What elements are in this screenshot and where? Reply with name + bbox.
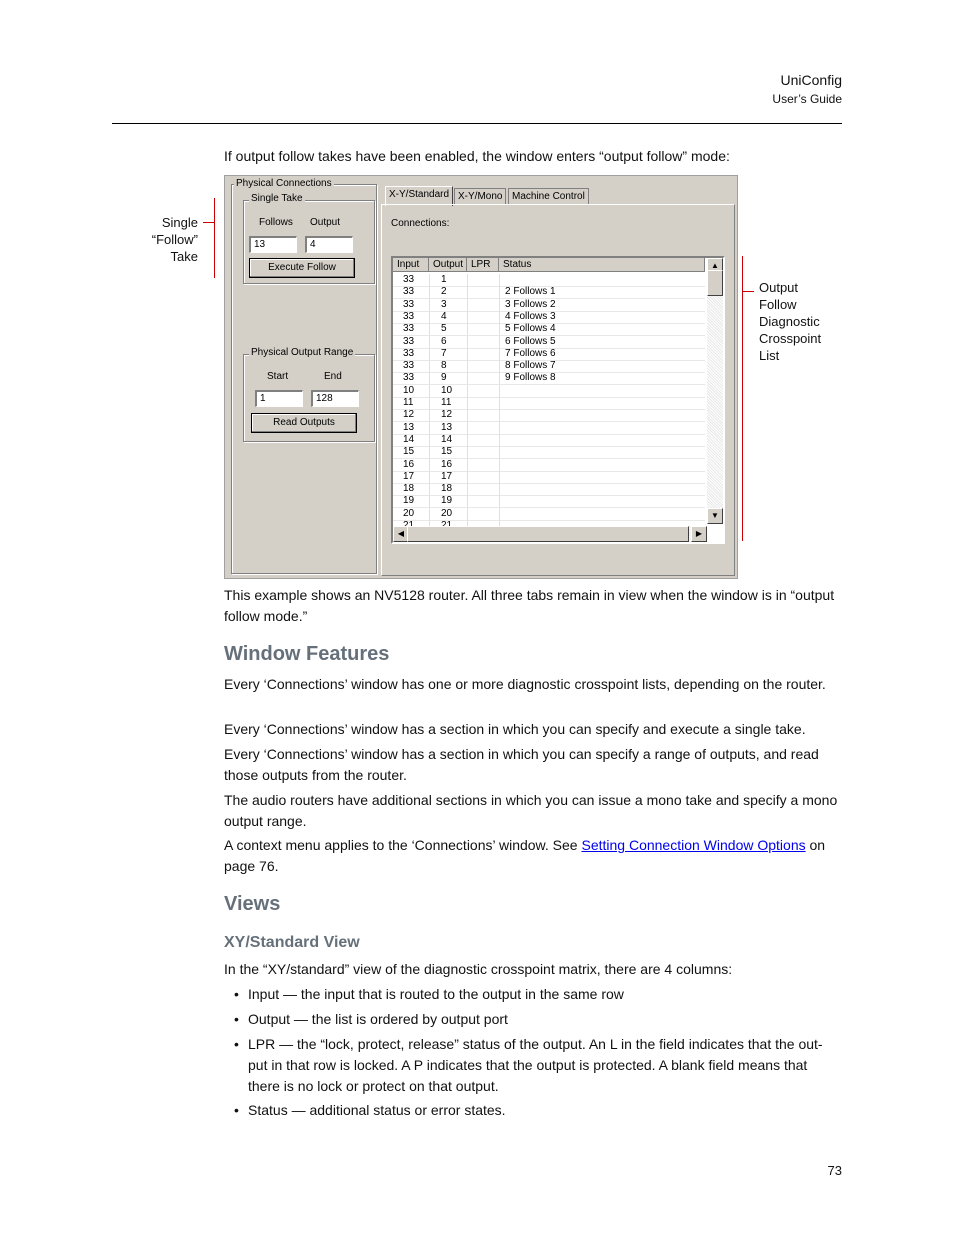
table-row[interactable] xyxy=(393,483,705,496)
page-number: 73 xyxy=(827,1163,842,1178)
cell-input: 16 xyxy=(403,458,415,470)
cell-input: 33 xyxy=(403,286,415,298)
figure-caption: This example shows an NV5128 router. All three tabs remain in view when the window is in “output follow mode.” xyxy=(224,587,835,624)
table-row[interactable] xyxy=(393,336,705,349)
p5-text-before: A context menu applies to the ‘Connections’ window. See xyxy=(224,837,582,853)
cell-output: 19 xyxy=(441,495,453,507)
column-divider xyxy=(499,323,500,335)
column-divider xyxy=(429,422,430,434)
cell-status: 9 Follows 8 xyxy=(505,372,556,384)
right-annotation-line-4: Crosspoint xyxy=(759,331,822,346)
vertical-scrollbar[interactable] xyxy=(707,258,723,524)
cell-output: 11 xyxy=(441,397,452,408)
column-divider xyxy=(499,360,500,372)
table-row[interactable] xyxy=(393,446,705,459)
tab-xy-mono[interactable]: X-Y/Mono xyxy=(454,188,506,205)
table-row[interactable] xyxy=(393,286,705,299)
column-divider xyxy=(499,274,500,286)
column-divider xyxy=(429,336,430,348)
cell-input: 33 xyxy=(403,298,415,310)
cell-input: 33 xyxy=(403,310,415,322)
end-input[interactable]: 128 xyxy=(311,390,359,407)
cell-input: 12 xyxy=(403,409,415,421)
column-divider xyxy=(499,434,500,446)
right-annotation-tick xyxy=(742,291,754,292)
cell-output: 8 xyxy=(441,360,447,372)
table-row[interactable] xyxy=(393,508,705,521)
column-divider xyxy=(499,409,500,421)
bullet-dot: • xyxy=(234,986,239,1002)
right-annotation-line-2: Follow xyxy=(759,297,797,312)
right-annotation-line-1: Output xyxy=(759,280,799,295)
connections-window-screenshot xyxy=(224,175,738,579)
cell-output: 3 xyxy=(441,298,447,310)
column-divider xyxy=(467,446,468,458)
horizontal-scrollbar[interactable] xyxy=(393,526,707,542)
xy-standard-heading: XY/Standard View xyxy=(224,934,360,951)
horizontal-scroll-thumb[interactable] xyxy=(407,526,689,542)
column-divider xyxy=(467,459,468,471)
column-divider xyxy=(429,483,430,495)
table-row[interactable] xyxy=(393,360,705,373)
column-divider xyxy=(467,495,468,507)
features-paragraph-4: The audio routers have additional sections in which you can issue a mono take and specify a mono output range. xyxy=(224,792,838,829)
cell-output: 10 xyxy=(441,384,453,396)
column-divider xyxy=(429,348,430,360)
table-row[interactable] xyxy=(393,422,705,435)
right-annotation-line-3: Diagnostic xyxy=(759,314,820,329)
header-rule xyxy=(112,123,842,124)
cell-input: 18 xyxy=(403,483,415,495)
table-row[interactable] xyxy=(393,495,705,508)
end-label: End xyxy=(324,371,342,382)
column-divider xyxy=(499,459,500,471)
single-take-label: Single Take xyxy=(251,193,303,204)
column-divider xyxy=(499,336,500,348)
features-paragraph-5 xyxy=(224,835,844,877)
column-lpr-header[interactable]: LPR xyxy=(467,258,499,272)
column-divider xyxy=(467,360,468,372)
features-paragraph-2: Every ‘Connections’ window has a section in which you can specify and execute a single take. xyxy=(224,721,806,737)
table-row[interactable] xyxy=(393,311,705,324)
column-divider xyxy=(429,495,430,507)
cell-status: 6 Follows 5 xyxy=(505,335,556,347)
column-divider xyxy=(467,274,468,286)
column-divider xyxy=(429,323,430,335)
header-subtitle: User’s Guide xyxy=(772,92,842,106)
table-row[interactable] xyxy=(393,348,705,361)
p5-text-after: on page 76. xyxy=(224,837,826,874)
column-divider xyxy=(429,459,430,471)
column-divider xyxy=(467,409,468,421)
table-row[interactable] xyxy=(393,385,705,398)
cell-output: 12 xyxy=(441,409,453,421)
column-divider xyxy=(499,397,500,409)
column-divider xyxy=(429,434,430,446)
right-annotation-bracket xyxy=(742,256,743,541)
cell-input: 17 xyxy=(403,470,415,482)
cell-output: 13 xyxy=(441,421,453,433)
cell-output: 15 xyxy=(441,446,453,458)
bullet-dot: • xyxy=(234,1011,239,1027)
column-divider xyxy=(499,311,500,323)
tab-xy-standard[interactable]: X-Y/Standard xyxy=(385,186,453,206)
read-outputs-button[interactable]: Read Outputs xyxy=(251,413,357,433)
column-divider xyxy=(499,348,500,360)
column-divider xyxy=(467,471,468,483)
window-features-heading: Window Features xyxy=(224,643,390,665)
column-divider xyxy=(467,483,468,495)
scroll-right-icon[interactable]: ▶ xyxy=(691,526,707,542)
left-annotation-line-2: “Follow” xyxy=(151,232,198,247)
column-divider xyxy=(499,299,500,311)
left-annotation-tick xyxy=(203,222,215,223)
column-divider xyxy=(499,385,500,397)
column-status-header[interactable]: Status xyxy=(499,258,705,272)
column-divider xyxy=(467,311,468,323)
column-divider xyxy=(429,286,430,298)
left-annotation-bracket xyxy=(214,198,215,278)
table-row[interactable] xyxy=(393,409,705,422)
right-annotation-line-5: List xyxy=(759,348,780,363)
column-output-header[interactable]: Output xyxy=(429,258,467,272)
column-divider xyxy=(467,508,468,520)
connections-label: Connections: xyxy=(391,218,450,229)
cell-output: 20 xyxy=(441,507,453,519)
cell-input: 14 xyxy=(403,433,415,445)
bullet-dot: • xyxy=(234,1036,239,1052)
table-row[interactable] xyxy=(393,299,705,312)
column-divider xyxy=(467,336,468,348)
column-divider xyxy=(499,483,500,495)
column-divider xyxy=(467,397,468,409)
bullet-text: LPR — the “lock, protect, release” status of the output. An L in the field indicates that the out-put in that row is locked. A P indicates that the output is protected. A blank field means that there is no lock or protect on that output. xyxy=(248,1036,823,1094)
execute-follow-button[interactable]: Execute Follow xyxy=(249,258,355,278)
bullet-text: Status — additional status or error states. xyxy=(248,1102,506,1118)
cell-input: 20 xyxy=(403,507,415,519)
cell-input: 13 xyxy=(403,421,415,433)
cell-input: 11 xyxy=(403,397,414,408)
column-divider xyxy=(499,471,500,483)
column-divider xyxy=(429,446,430,458)
bullet-text: Output — the list is ordered by output port xyxy=(248,1011,508,1027)
scroll-thumb[interactable] xyxy=(707,270,723,296)
column-divider xyxy=(499,372,500,384)
cell-input: 10 xyxy=(403,384,415,396)
output-label: Output xyxy=(310,217,341,228)
scroll-left-icon[interactable]: ◀ xyxy=(393,526,409,542)
column-divider xyxy=(429,397,430,409)
column-divider xyxy=(467,348,468,360)
views-intro: In the “XY/standard” view of the diagnostic crosspoint matrix, there are 4 columns: xyxy=(224,961,733,977)
column-divider xyxy=(467,372,468,384)
follows-input[interactable]: 13 xyxy=(249,236,297,253)
cell-output: 14 xyxy=(441,433,453,445)
column-divider xyxy=(467,323,468,335)
start-input[interactable]: 1 xyxy=(255,390,303,407)
table-row[interactable] xyxy=(393,323,705,336)
column-divider xyxy=(467,434,468,446)
cell-input: 15 xyxy=(403,446,415,458)
output-range-label: Physical Output Range xyxy=(251,347,354,358)
intro-paragraph: If output follow takes have been enabled, the window enters “output follow” mode: xyxy=(224,148,730,164)
bullet-dot: • xyxy=(234,1102,239,1118)
cell-output: 16 xyxy=(441,458,453,470)
bullet-text: Input — the input that is routed to the output in the same row xyxy=(248,986,624,1002)
column-divider xyxy=(429,508,430,520)
cell-output: 7 xyxy=(441,347,447,359)
cell-status: 4 Follows 3 xyxy=(505,310,556,322)
crosspoint-list[interactable] xyxy=(391,256,725,544)
cell-output: 17 xyxy=(441,470,453,482)
column-divider xyxy=(429,360,430,372)
views-heading: Views xyxy=(224,893,281,915)
cell-output: 5 xyxy=(441,323,447,335)
features-paragraph-3: Every ‘Connections’ window has a section in which you can specify a range of outputs, and read those outputs from the router. xyxy=(224,746,819,783)
left-annotation xyxy=(120,214,198,265)
cell-output: 4 xyxy=(441,310,447,322)
cell-input: 33 xyxy=(403,372,415,384)
column-divider xyxy=(467,286,468,298)
table-row[interactable] xyxy=(393,372,705,385)
cell-input: 19 xyxy=(403,495,415,507)
cell-status: 5 Follows 4 xyxy=(505,323,556,335)
table-row[interactable] xyxy=(393,434,705,447)
follows-label: Follows xyxy=(259,217,293,228)
cell-output: 18 xyxy=(441,483,453,495)
column-divider xyxy=(429,385,430,397)
cell-input: 33 xyxy=(403,274,415,285)
output-input[interactable]: 4 xyxy=(305,236,353,253)
cell-status: 8 Follows 7 xyxy=(505,360,556,372)
column-divider xyxy=(499,508,500,520)
table-row[interactable] xyxy=(393,397,705,410)
cell-output: 2 xyxy=(441,286,447,298)
physical-connections-label: Physical Connections xyxy=(236,178,332,189)
column-divider xyxy=(467,422,468,434)
column-divider xyxy=(429,372,430,384)
cell-status: 3 Follows 2 xyxy=(505,298,556,310)
column-divider xyxy=(467,299,468,311)
cell-input: 33 xyxy=(403,335,415,347)
column-input-header[interactable]: Input xyxy=(393,258,429,272)
left-annotation-line-3: Take xyxy=(170,249,198,264)
column-divider xyxy=(429,274,430,286)
table-row[interactable] xyxy=(393,274,705,287)
start-label: Start xyxy=(267,371,289,382)
column-divider xyxy=(429,299,430,311)
cell-status: 2 Follows 1 xyxy=(505,286,556,298)
left-annotation-line-1: Single xyxy=(161,215,198,230)
column-divider xyxy=(467,385,468,397)
tab-machine-control[interactable]: Machine Control xyxy=(508,188,589,205)
right-annotation xyxy=(759,279,849,364)
cell-input: 33 xyxy=(403,347,415,359)
cell-output: 6 xyxy=(441,335,447,347)
cell-output: 1 xyxy=(441,274,447,285)
table-row[interactable] xyxy=(393,459,705,472)
column-divider xyxy=(499,495,500,507)
cell-input: 33 xyxy=(403,323,415,335)
cell-output: 9 xyxy=(441,372,447,384)
column-divider xyxy=(499,446,500,458)
column-divider xyxy=(499,422,500,434)
cell-input: 33 xyxy=(403,360,415,372)
column-divider xyxy=(429,311,430,323)
header-title: UniConfig xyxy=(780,72,842,88)
features-paragraph-1: Every ‘Connections’ window has one or more diagnostic crosspoint lists, depending on the router. xyxy=(224,676,826,692)
table-row[interactable] xyxy=(393,471,705,484)
column-divider xyxy=(499,286,500,298)
scroll-up-icon[interactable]: ▲ xyxy=(707,258,723,274)
connection-options-link[interactable]: Setting Connection Window Options xyxy=(581,837,806,853)
cell-status: 7 Follows 6 xyxy=(505,347,556,359)
column-divider xyxy=(429,471,430,483)
column-divider xyxy=(429,409,430,421)
scroll-down-icon[interactable]: ▼ xyxy=(707,508,723,524)
